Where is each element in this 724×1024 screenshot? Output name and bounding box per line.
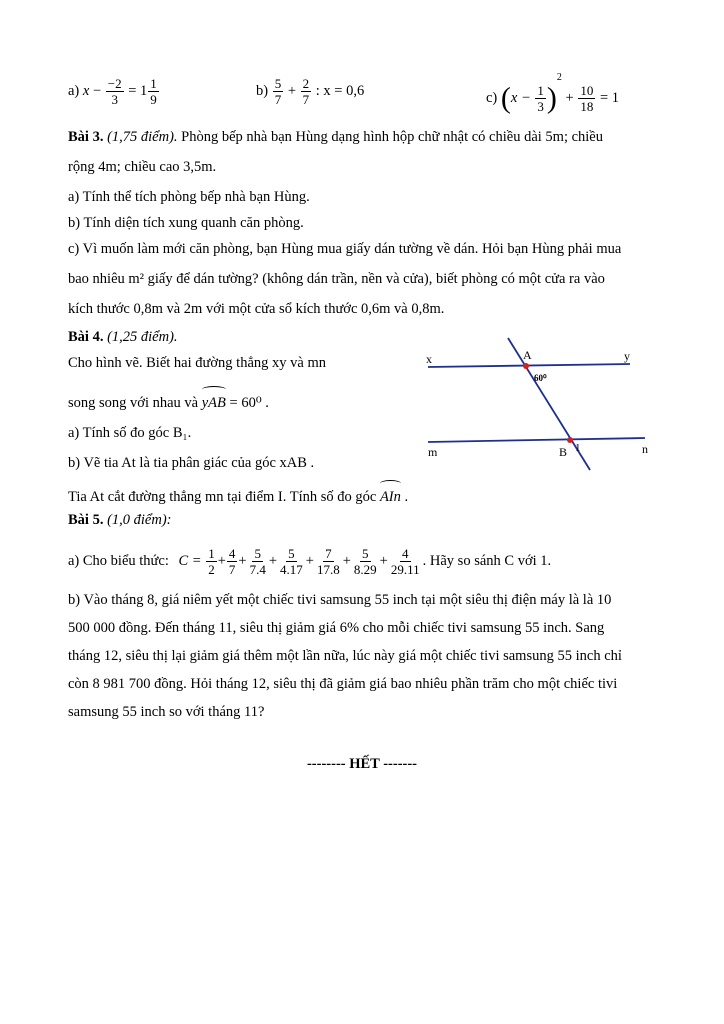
problem-2a — [68, 76, 160, 107]
operator: + — [565, 90, 574, 106]
label-m: m — [428, 445, 438, 459]
point-A — [523, 363, 529, 369]
part-label: a) — [68, 82, 80, 99]
label-B: B — [559, 445, 568, 459]
expression-rest: : x = 0,6 — [315, 82, 365, 99]
denominator: 7 — [228, 562, 236, 577]
label-angle-60: 60⁰ — [534, 373, 547, 383]
problem-3c-line-3: kích thước 0,8m và 2m với một cửa sổ kích thước 0,6m và 0,8m. — [68, 301, 445, 317]
line-mn — [428, 438, 645, 442]
label-y: y — [624, 349, 630, 363]
problem-3a: a) Tính thể tích phòng bếp nhà bạn Hùng. — [68, 189, 310, 205]
exponent: 2 — [556, 72, 562, 83]
numerator: 1 — [537, 83, 544, 99]
denominator: 3 — [537, 99, 544, 115]
denominator: 8.29 — [353, 562, 377, 577]
numerator: 4 — [228, 546, 236, 561]
operator: − — [92, 82, 102, 99]
problem-5a — [68, 546, 551, 577]
problem-3c-line-1: c) Vì muốn làm mới căn phòng, bạn Hùng mua giấy dán tường về dán. Hỏi bạn Hùng phải mua — [68, 241, 622, 257]
fraction — [273, 76, 284, 107]
fraction — [227, 546, 238, 577]
problem-4a: a) Tính số đo góc B₁. — [68, 425, 192, 441]
problem-text: a) Cho biểu thức: — [68, 552, 169, 569]
plus-operator: + — [268, 552, 278, 569]
points: (1,75 điểm). — [107, 129, 178, 145]
angle-symbol: yAB — [202, 386, 226, 416]
numerator: 7 — [325, 546, 332, 561]
problem-text: Tia At cắt đường thẳng mn tại điểm I. Tính số đo góc — [68, 489, 377, 505]
fraction — [106, 76, 124, 107]
fraction — [248, 546, 268, 577]
denominator: 7 — [274, 92, 282, 107]
denominator: 9 — [150, 92, 157, 107]
problem-title: Bài 5. — [68, 512, 104, 528]
problem-2b — [256, 76, 364, 107]
problem-5b-line-5: samsung 55 inch so với tháng 11? — [68, 704, 265, 720]
variable: x − — [510, 90, 531, 106]
fraction — [578, 83, 595, 114]
label-A: A — [523, 348, 532, 362]
problem-3c-line-2: bao nhiêu m² giấy để dán tường? (không dán trần, nền và cửa), biết phòng có một cửa ra vào — [68, 271, 605, 287]
label-n: n — [642, 442, 648, 456]
problem-5b-line-3: tháng 12, siêu thị lại giảm giá thêm một lần nữa, lúc này giá một chiếc tivi samsung 55 inch chỉ — [68, 648, 622, 664]
part-label: b) — [256, 82, 269, 99]
problem-text: Phòng bếp nhà bạn Hùng dạng hình hộp chữ nhật có chiều dài 5m; chiều — [181, 129, 603, 145]
denominator: 4.17 — [280, 562, 303, 577]
operator: + — [287, 82, 297, 99]
label-x: x — [426, 352, 432, 366]
fraction — [206, 546, 217, 577]
fraction — [301, 76, 312, 107]
denominator: 7 — [302, 92, 310, 107]
denominator: 3 — [111, 92, 118, 107]
end-marker: -------- HẾT ------- — [306, 756, 418, 772]
plus-operator: + — [342, 552, 351, 569]
problem-4-line-1: Cho hình vẽ. Biết hai đường thẳng xy và mn — [68, 355, 326, 371]
equals: = 1 — [128, 82, 148, 99]
fraction — [278, 546, 305, 577]
numerator: 5 — [274, 76, 282, 91]
problem-4-line-2 — [68, 386, 408, 416]
variable: x — [82, 82, 90, 99]
problem-text: . Hãy so sánh C với 1. — [422, 552, 552, 569]
part-label: c) — [486, 90, 498, 106]
denominator: 17.8 — [316, 562, 340, 577]
plus-operator: + — [238, 552, 247, 569]
geometry-figure — [410, 330, 680, 480]
problem-text: . — [404, 489, 409, 505]
numerator: 5 — [288, 546, 295, 561]
problem-4c — [68, 480, 408, 510]
plus-operator: + — [379, 552, 388, 569]
right-paren: ) — [546, 81, 557, 115]
numerator: 4 — [402, 546, 409, 561]
fraction-sum — [205, 546, 422, 577]
problem-3 — [68, 124, 672, 322]
problem-text: song song với nhau và — [68, 395, 199, 411]
plus-operator: + — [305, 552, 314, 569]
problem-3-line-1 — [68, 124, 672, 150]
numerator: 5 — [254, 546, 261, 561]
problem-4b: b) Vẽ tia At là tia phân giác của góc xAB . — [68, 455, 315, 471]
plus-operator: + — [217, 552, 226, 569]
denominator: 29.11 — [390, 562, 420, 577]
problem-text: = 60⁰ . — [229, 395, 269, 411]
problem-5b-line-2: 500 000 đồng. Đến tháng 11, siêu thị giảm giá 6% cho mỗi chiếc tivi samsung 55 inch. Sang — [68, 620, 605, 636]
fraction — [389, 546, 422, 577]
fraction — [148, 76, 159, 107]
problem-5b-line-1: b) Vào tháng 8, giá niêm yết một chiếc tivi samsung 55 inch tại một siêu thị điện máy là là 10 — [68, 592, 612, 608]
problem-4 — [68, 324, 408, 510]
problem-5b — [68, 586, 672, 726]
problem-title: Bài 4. — [68, 329, 104, 345]
left-paren: ( — [500, 81, 511, 115]
problem-5b-line-4: còn 8 981 700 đồng. Hỏi tháng 12, siêu thị đã giảm giá bao nhiêu phần trăm cho một chiếc tivi — [68, 676, 618, 692]
point-B — [567, 437, 573, 443]
equals: = 1 — [599, 90, 619, 106]
problem-5-title — [68, 512, 172, 529]
fraction — [535, 83, 546, 114]
problem-3b: b) Tính diện tích xung quanh căn phòng. — [68, 215, 304, 231]
numerator: 5 — [362, 546, 369, 561]
numerator: 1 — [208, 546, 215, 561]
numerator: 1 — [150, 76, 157, 91]
denominator: 2 — [208, 562, 215, 577]
points: (1,0 điểm): — [107, 512, 172, 528]
problem-3-line-2: rộng 4m; chiều cao 3,5m. — [68, 159, 217, 175]
angle-symbol: AIn — [380, 480, 401, 510]
numerator: 10 — [580, 83, 594, 99]
points: (1,25 điểm). — [107, 329, 178, 345]
numerator: 2 — [302, 76, 310, 91]
fraction — [315, 546, 342, 577]
problem-title: Bài 3. — [68, 129, 104, 145]
fraction — [352, 546, 379, 577]
variable-C: C = — [178, 552, 202, 569]
line-xy — [428, 364, 630, 367]
numerator: −2 — [107, 76, 122, 91]
denominator: 18 — [580, 99, 594, 115]
denominator: 7.4 — [249, 562, 266, 577]
label-angle-1: 1 — [575, 442, 581, 454]
problem-2c — [486, 72, 619, 114]
